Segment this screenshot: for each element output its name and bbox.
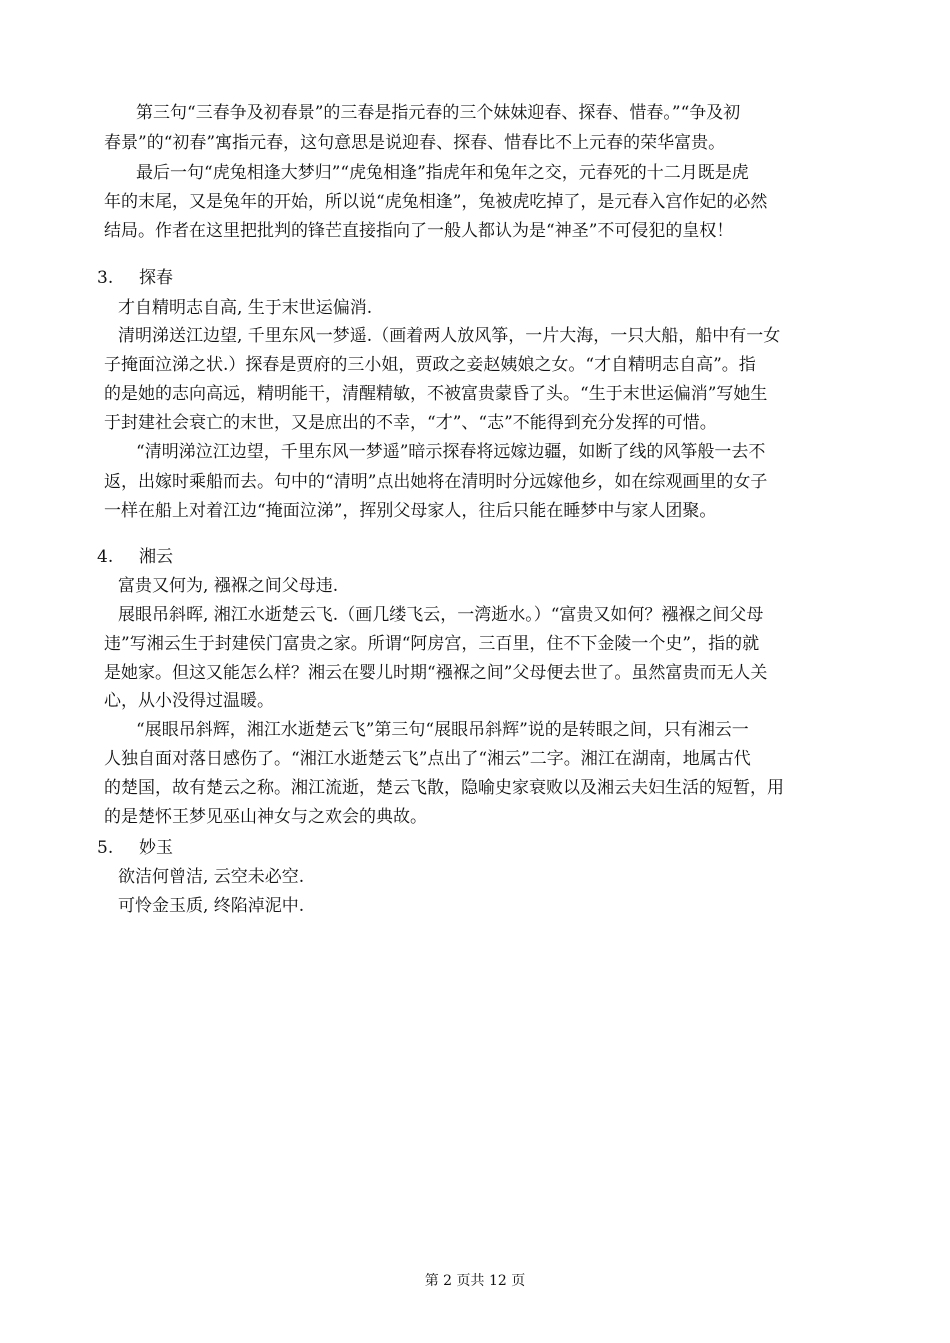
paragraph-2-line-3: 结局。作者在这里把批判的锋芒直接指向了一般人都认为是“神圣”不可侵犯的皇权！ [104, 221, 734, 241]
section-5-number: 5. [97, 838, 114, 858]
section-5-poem-line-1: 欲洁何曾洁, 云空未必空. [118, 867, 305, 887]
section-4-line-4: 心，从小没得过温暖。 [104, 691, 274, 711]
section-3-line-2: 子掩面泣涕之状.）探春是贾府的三小姐，贾政之妾赵姨娘之女。“才自精明志自高”。指 [104, 355, 756, 375]
page-number-footer: 第 2 页共 12 页 [424, 1273, 526, 1289]
section-3-poem-line: 才自精明志自高, 生于末世运偏消. [118, 298, 373, 318]
section-4-para-line-4: 的是楚怀王梦见巫山神女与之欢会的典故。 [104, 807, 427, 827]
section-3-para-line-3: 一样在船上对着江边“掩面泣涕”，挥别父母家人，往后只能在睡梦中与家人团聚。 [104, 501, 717, 521]
section-5-title: 妙玉 [139, 838, 173, 858]
paragraph-2-line-2: 年的末尾，又是兔年的开始，所以说“虎兔相逢”，兔被虎吃掉了，是元春入宫作妃的必然 [104, 192, 768, 212]
section-4-line-2: 违”写湘云生于封建侯门富贵之家。所谓“阿房宫，三百里，住不下金陵一个史”，指的就 [104, 634, 760, 654]
section-4-para-line-2: 人独自面对落日感伤了。“湘江水逝楚云飞”点出了“湘云”二字。湘江在湖南，地属古代 [104, 749, 751, 769]
section-4-line-1: 展眼吊斜晖, 湘江水逝楚云飞.（画几缕飞云，一湾逝水。）“富贵又如何？襁褓之间父母 [118, 605, 764, 625]
section-3-line-1: 清明涕送江边望, 千里东风一梦遥.（画着两人放风筝，一片大海，一只大船，船中有一女 [118, 326, 781, 346]
section-3-number: 3. [97, 268, 114, 288]
paragraph-2-line-1: 最后一句“虎兔相逢大梦归”“虎兔相逢”指虎年和兔年之交，元春死的十二月既是虎 [136, 163, 749, 183]
section-5-poem-line-2: 可怜金玉质, 终陷淖泥中. [118, 896, 305, 916]
section-4-heading [97, 546, 847, 568]
paragraph-1-line-2: 春景”的“初春”寓指元春，这句意思是说迎春、探春、惜春比不上元春的荣华富贵。 [104, 133, 726, 153]
section-3-para-line-2: 返，出嫁时乘船而去。句中的“清明”点出她将在清明时分远嫁他乡，如在综观画里的女子 [104, 472, 768, 492]
section-4-para-line-1: “展眼吊斜辉，湘江水逝楚云飞”第三句“展眼吊斜辉”说的是转眼之间，只有湘云一 [136, 720, 749, 740]
section-5-heading [97, 837, 847, 859]
section-4-poem-line: 富贵又何为, 襁褓之间父母违. [118, 576, 339, 596]
section-4-line-3: 是她家。但这又能怎么样？湘云在婴儿时期“襁褓之间”父母便去世了。虽然富贵而无人关 [104, 663, 768, 683]
section-4-para-line-3: 的楚国，故有楚云之称。湘江流逝，楚云飞散，隐喻史家衰败以及湘云夫妇生活的短暂，用 [104, 778, 784, 798]
section-3-para-line-1: “清明涕泣江边望，千里东风一梦遥”暗示探春将远嫁边疆，如断了线的风筝般一去不 [136, 442, 766, 462]
section-3-heading [97, 267, 847, 289]
paragraph-1-line-1: 第三句“三春争及初春景”的三春是指元春的三个妹妹迎春、探春、惜春。”“争及初 [136, 103, 741, 123]
section-4-number: 4. [97, 547, 114, 567]
section-3-title: 探春 [139, 268, 173, 288]
section-4-title: 湘云 [139, 547, 173, 567]
section-3-line-4: 于封建社会衰亡的末世，又是庶出的不幸，“才”、“志”不能得到充分发挥的可惜。 [104, 413, 717, 433]
section-3-line-3: 的是她的志向高远，精明能干，清醒精敏，不被富贵蒙昏了头。“生于末世运偏消”写她生 [104, 384, 768, 404]
